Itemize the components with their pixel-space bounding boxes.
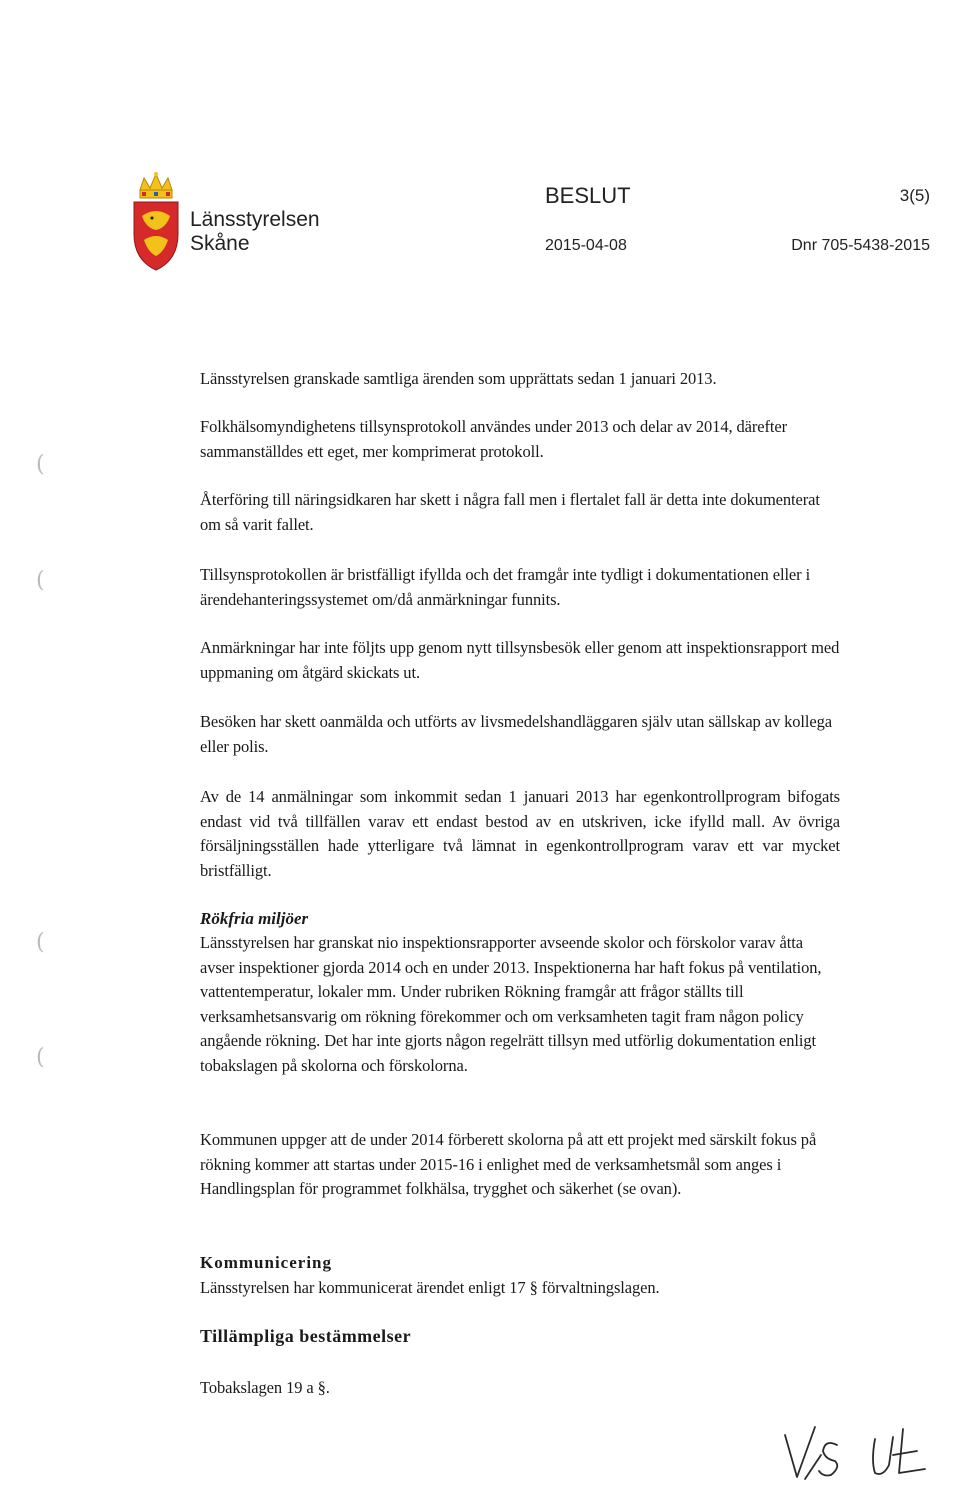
organization-name: [190, 208, 320, 256]
signature-initials: [775, 1415, 935, 1485]
paragraph-rokfria: Länsstyrelsen har granskat nio inspektionsrapporter avseende skolor och förskolor varav åtta avser inspektioner gjorda 2014 och en under 2013. Inspektionerna har haft fokus på ventilation, vattentemperatur, lokaler mm. Under rubriken Rökning framgår att frågor ställts till verksamhetsansvarig om rökning förekommer och om verksamheten tagit fram någon policy angående rökning. Det har inte gjorts någon regelrätt tillsyn med utförlig dokumentation enligt tobakslagen på skolorna och förskolorna.: [200, 933, 822, 1075]
paragraph-kommunen: Kommunen uppger att de under 2014 förberett skolorna på att ett projekt med särskilt fokus på rökning kommer att startas under 2015-16 i enlighet med de verksamhetsmål som anges i Handlingsplan för programmet folkhälsa, trygghet och säkerhet (se ovan).: [200, 1130, 817, 1198]
paragraph-anmalningar: Av de 14 anmälningar som inkommit sedan 1 januari 2013 har egenkontrollprogram bifogats endast vid två tillfällen varav ett endast bestod av en utskriven, icke ifylld mall. Av övriga försäljningsställen hade ytterligare två lämnat in egenkontrollprogram varav ett var mycket bristfälligt.: [200, 787, 840, 880]
margin-bracket-mark: (: [36, 930, 45, 955]
document-date: 2015-04-08: [545, 237, 627, 254]
paragraph-tillsynsprotokoll: Tillsynsprotokollen är bristfälligt ifyllda och det framgår inte tydligt i dokumentationen eller i ärendehanteringssystemet om/då anmärkningar funnits.: [200, 565, 811, 609]
org-name-line2: Skåne: [190, 232, 250, 255]
paragraph-besoken: Besöken har skett oanmälda och utförts av livsmedelshandläggaren själv utan sällskap av kollega eller polis.: [200, 712, 832, 756]
heading-tillampliga-bestammelser: Tillämpliga bestämmelser: [200, 1326, 412, 1346]
paragraph-aterforing: Återföring till näringsidkaren har skett i några fall men i flertalet fall är detta inte dokumenterat om så varit fallet.: [200, 490, 820, 534]
paragraph-granskning: Länsstyrelsen granskade samtliga ärenden som upprättats sedan 1 januari 2013.: [200, 369, 717, 388]
paragraph-kommunicering: Länsstyrelsen har kommunicerat ärendet enligt 17 § förvaltningslagen.: [200, 1278, 660, 1297]
document-type: BESLUT: [545, 183, 631, 208]
org-name-line1: Länsstyrelsen: [190, 208, 320, 231]
county-crest-logo: [128, 172, 184, 272]
margin-bracket-mark: (: [36, 568, 45, 593]
page-number: 3(5): [899, 186, 930, 205]
heading-rokfria-miljoer: Rökfria miljöer: [200, 909, 309, 928]
heading-kommunicering: Kommunicering: [200, 1253, 332, 1272]
paragraph-protokoll: Folkhälsomyndighetens tillsynsprotokoll användes under 2013 och delar av 2014, därefter sammanställdes ett eget, mer komprimerat protokoll.: [200, 417, 788, 461]
paragraph-tobakslagen: Tobakslagen 19 a §.: [200, 1378, 330, 1397]
document-reference: Dnr 705-5438-2015: [791, 237, 930, 254]
paragraph-anmarkningar: Anmärkningar har inte följts upp genom nytt tillsynsbesök eller genom att inspektionsrapport med uppmaning om åtgärd skickats ut.: [200, 638, 840, 682]
crown-icon: [140, 172, 172, 198]
margin-bracket-mark: (: [36, 1045, 45, 1070]
margin-bracket-mark: (: [36, 452, 45, 477]
